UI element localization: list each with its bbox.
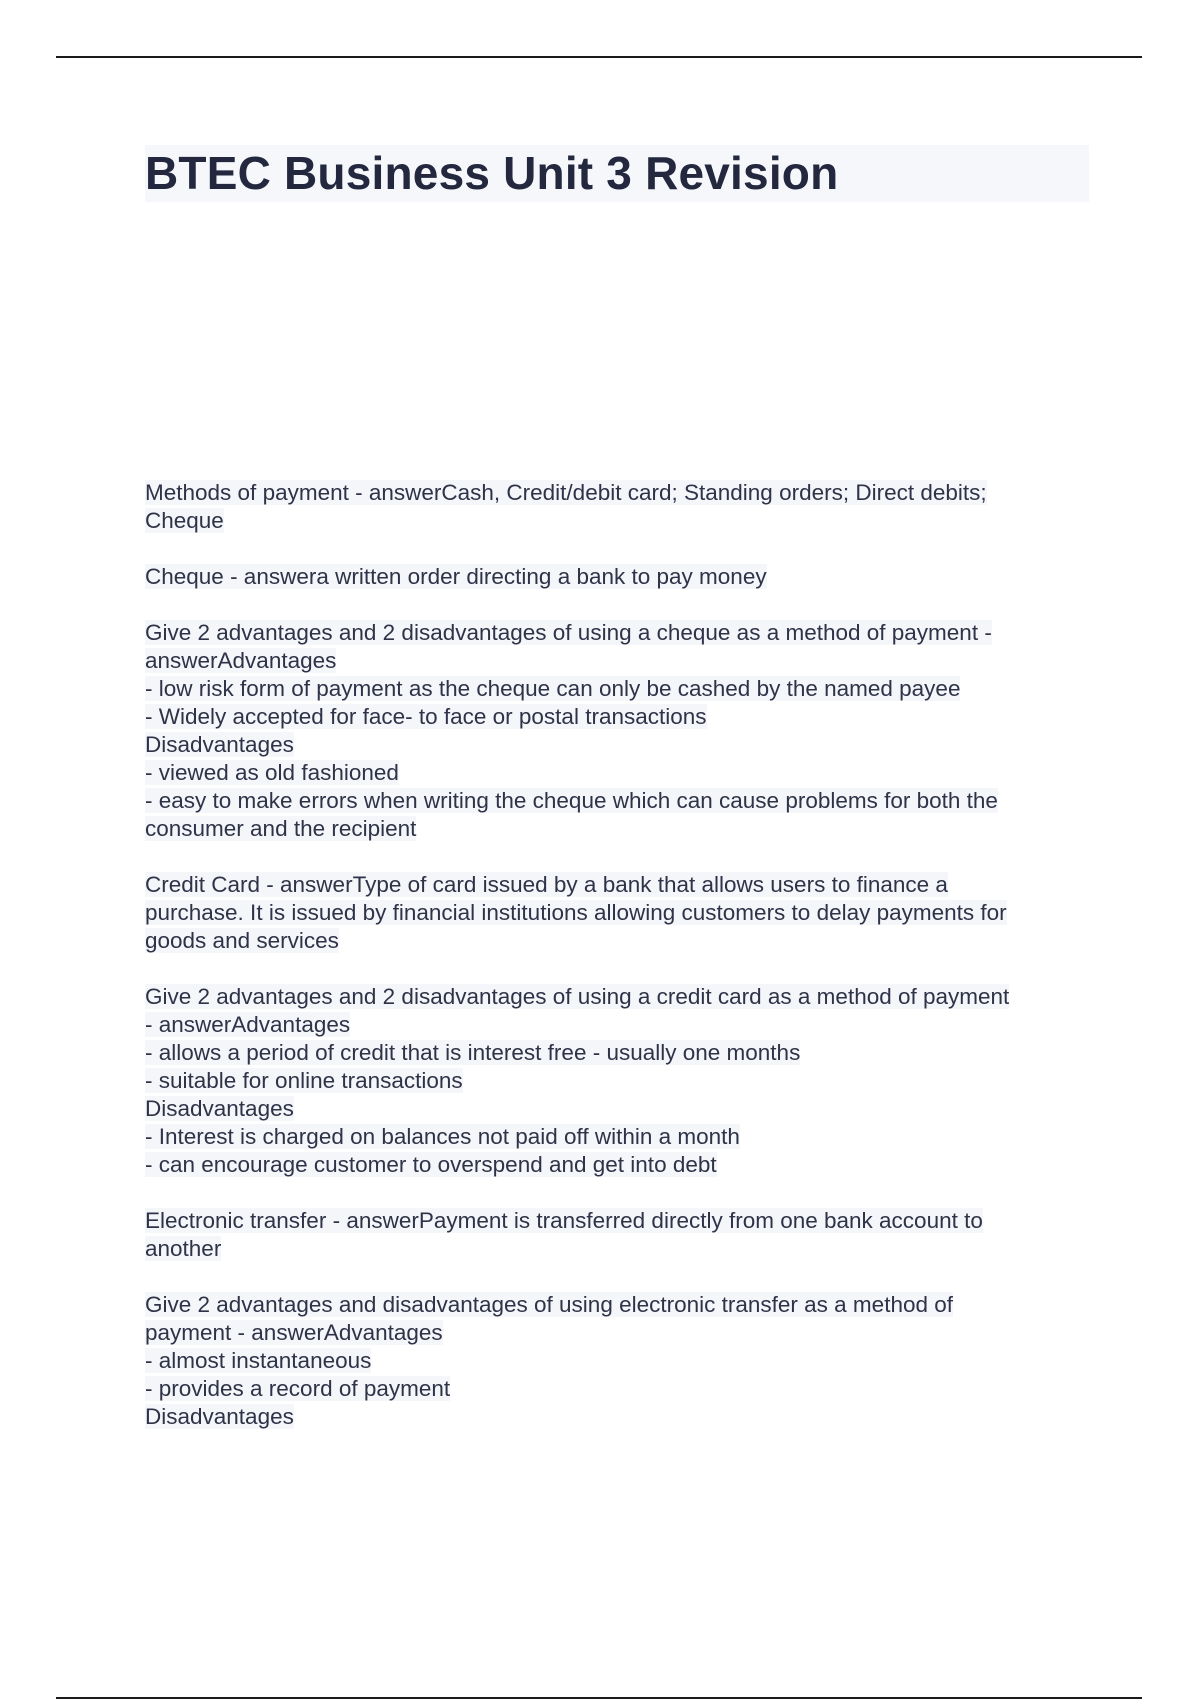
entry-cheque-pros-cons	[145, 619, 1085, 843]
entry-line: Disadvantages	[145, 1096, 294, 1121]
entry-credit-card-definition	[145, 871, 1085, 955]
entry-line: - allows a period of credit that is interest free - usually one months	[145, 1040, 801, 1065]
entry-credit-card-pros-cons	[145, 983, 1085, 1179]
entry-line: - Widely accepted for face- to face or postal transactions	[145, 704, 707, 729]
entry-line: purchase. It is issued by financial institutions allowing customers to delay payments for	[145, 900, 1007, 925]
entry-line: - provides a record of payment	[145, 1376, 451, 1401]
entry-line: Disadvantages	[145, 1404, 294, 1429]
entry-line: - easy to make errors when writing the cheque which can cause problems for both the	[145, 788, 998, 813]
entry-line: - almost instantaneous	[145, 1348, 372, 1373]
entry-line: another	[145, 1236, 222, 1261]
entry-electronic-transfer-pros-cons	[145, 1291, 1085, 1431]
entry-line: consumer and the recipient	[145, 816, 417, 841]
document-title: BTEC Business Unit 3 Revision	[145, 147, 839, 199]
entry-line: Cheque	[145, 508, 224, 533]
entry-line: - Interest is charged on balances not paid off within a month	[145, 1124, 740, 1149]
entry-line: Give 2 advantages and 2 disadvantages of using a credit card as a method of payment	[145, 984, 1010, 1009]
entry-line: answerAdvantages	[145, 648, 337, 673]
entry-line: - low risk form of payment as the cheque can only be cashed by the named payee	[145, 676, 961, 701]
entry-line: - suitable for online transactions	[145, 1068, 463, 1093]
entry-line: goods and services	[145, 928, 339, 953]
entry-line: - answerAdvantages	[145, 1012, 351, 1037]
entry-line: - can encourage customer to overspend and get into debt	[145, 1152, 717, 1177]
entry-electronic-transfer-definition	[145, 1207, 1085, 1263]
header-rule	[56, 56, 1142, 58]
entry-line: payment - answerAdvantages	[145, 1320, 443, 1345]
footer-rule	[56, 1697, 1142, 1699]
entry-line: Cheque - answera written order directing a bank to pay money	[145, 564, 767, 589]
entry-cheque-definition	[145, 563, 1085, 591]
entry-line: Give 2 advantages and disadvantages of using electronic transfer as a method of	[145, 1292, 954, 1317]
entry-line: Disadvantages	[145, 732, 294, 757]
entry-line: Electronic transfer - answerPayment is transferred directly from one bank account to	[145, 1208, 983, 1233]
entry-payment-methods	[145, 479, 1085, 535]
entry-line: Give 2 advantages and 2 disadvantages of using a cheque as a method of payment -	[145, 620, 992, 645]
entry-line: Methods of payment - answerCash, Credit/debit card; Standing orders; Direct debits;	[145, 480, 987, 505]
document-body	[145, 479, 1085, 1459]
entry-line: Credit Card - answerType of card issued by a bank that allows users to finance a	[145, 872, 948, 897]
entry-line: - viewed as old fashioned	[145, 760, 399, 785]
